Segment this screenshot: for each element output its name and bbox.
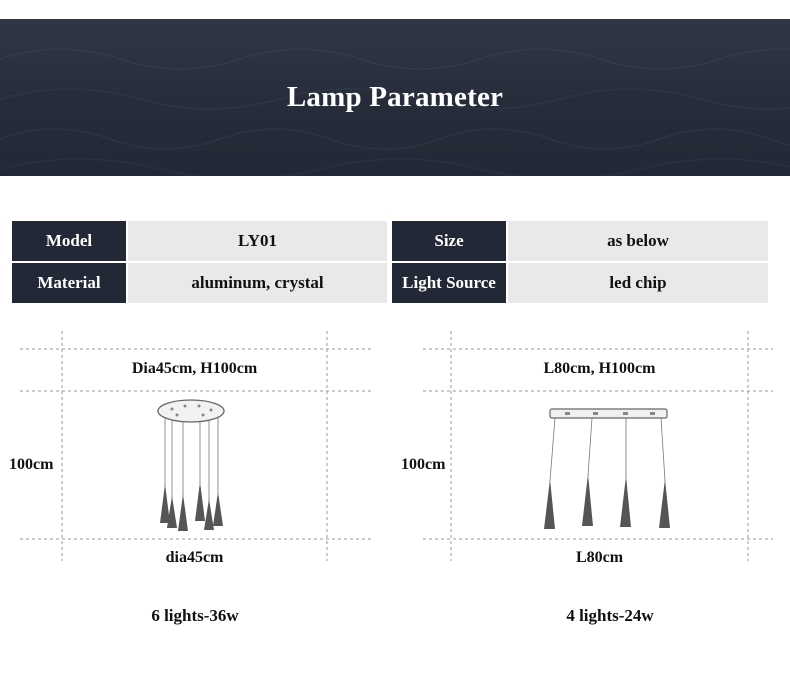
light-source-label: Light Source	[392, 263, 506, 303]
size-label: Size	[392, 221, 506, 261]
header-banner	[0, 19, 790, 176]
page-title: Lamp Parameter	[286, 81, 504, 113]
material-label: Material	[12, 263, 126, 303]
linear-lamp-diagram	[395, 326, 790, 566]
top-dimension-label: Dia45cm, H100cm	[131, 360, 258, 377]
round-lamp-diagram	[0, 326, 395, 566]
height-label: 100cm	[401, 456, 446, 473]
round-lamp-caption: 6 lights-36w	[151, 606, 239, 625]
material-value: aluminum, crystal	[128, 263, 387, 303]
height-label: 100cm	[9, 456, 54, 473]
light-source-value: led chip	[508, 263, 768, 303]
bottom-dimension-label: dia45cm	[165, 549, 224, 566]
bottom-dimension-label: L80cm	[575, 549, 624, 566]
top-dimension-label: L80cm, H100cm	[543, 360, 656, 377]
size-value: as below	[508, 221, 768, 261]
model-label: Model	[12, 221, 126, 261]
model-value: LY01	[128, 221, 387, 261]
parameter-table	[12, 221, 768, 303]
linear-lamp-caption: 4 lights-24w	[566, 606, 654, 625]
